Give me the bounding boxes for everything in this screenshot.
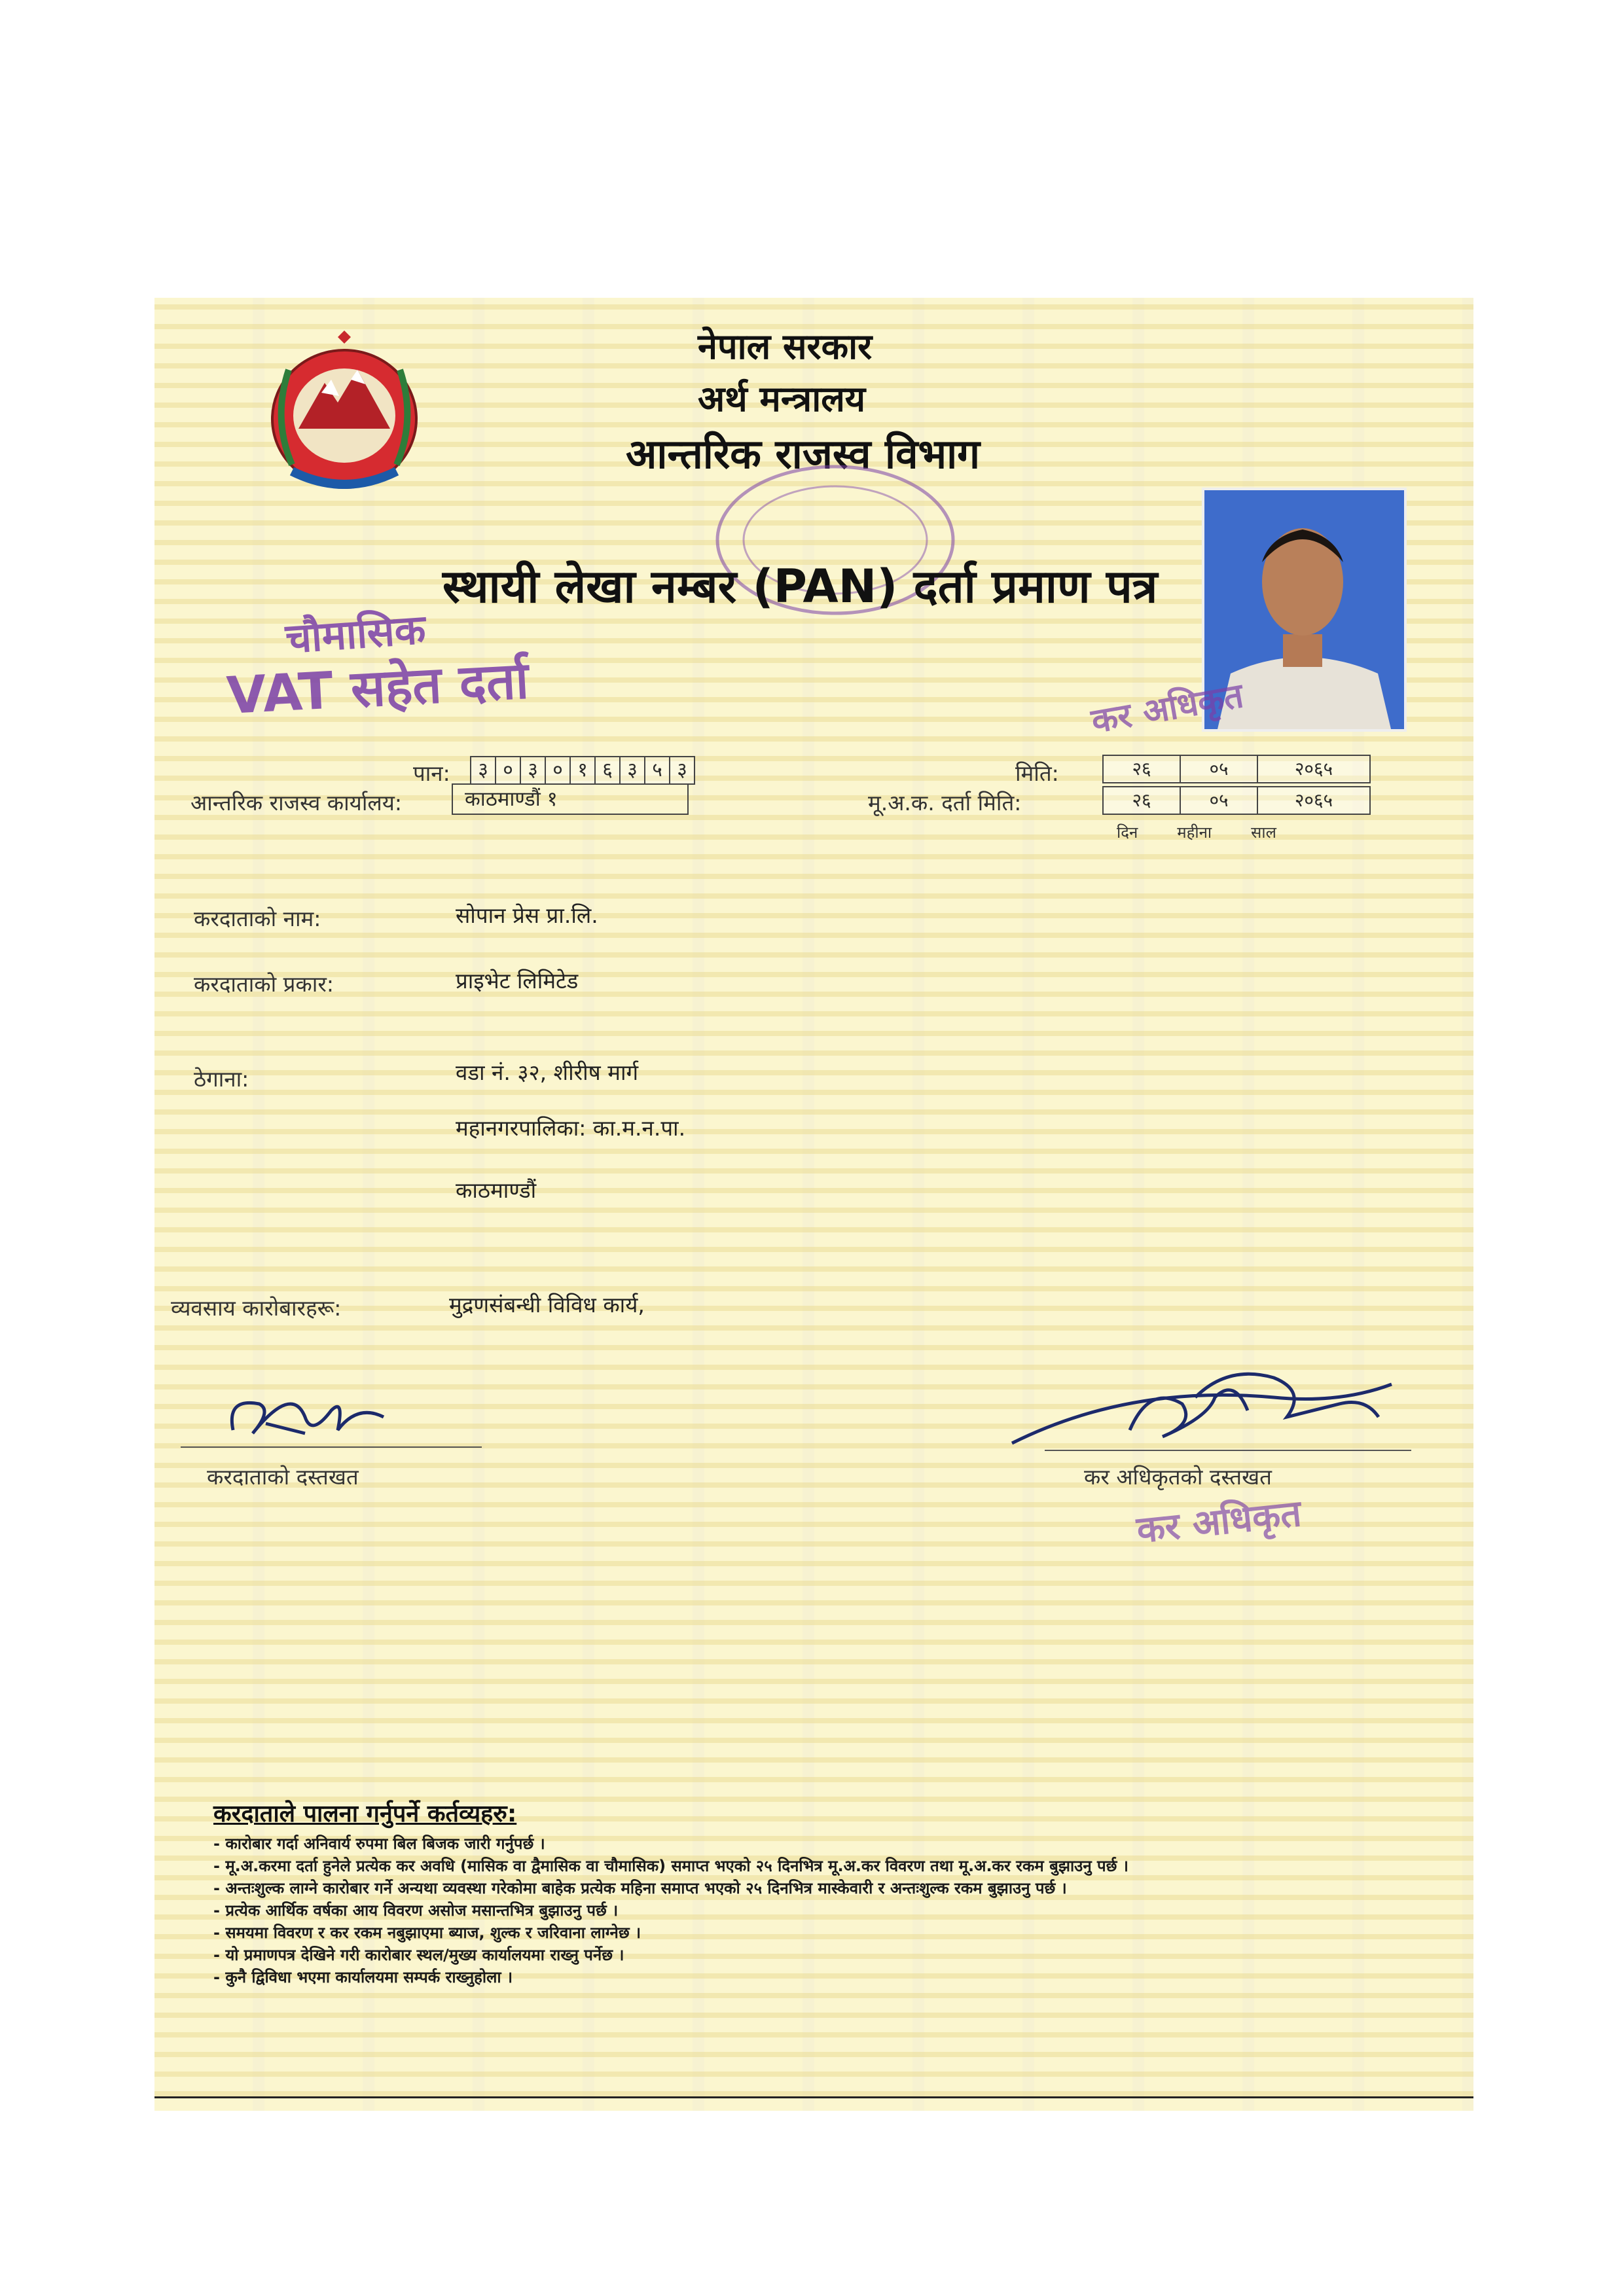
pan-digit: ३ (619, 756, 645, 785)
pan-digit: ६ (594, 756, 621, 785)
office-value: काठमाण्डौं १ (452, 783, 689, 815)
duty-item: - प्रत्येक आर्थिक वर्षका आय विवरण असोज मसान्तभित्र बुझाउनु पर्छ । (213, 1901, 619, 1920)
duty-item: - समयमा विवरण र कर रकम नबुझाएमा ब्याज, शुल्क र जरिवाना लाग्नेछ । (213, 1924, 641, 1942)
pan-digit-boxes (471, 756, 695, 785)
officer-signature-line (1045, 1450, 1411, 1451)
nepal-emblem-icon (253, 331, 436, 501)
vat-date-month: ०५ (1180, 786, 1258, 815)
certificate-page (154, 298, 1473, 2111)
date-grid (1104, 756, 1371, 815)
page-bottom-rule (154, 2096, 1473, 2098)
date-day: २६ (1102, 755, 1181, 783)
vat-stamp-line2: VAT सहेत दर्ता (225, 651, 530, 726)
duty-item: - अन्तःशुल्क लाग्ने कारोबार गर्ने अन्यथा व्यवस्था गरेकोमा बाहेक प्रत्येक महिना समाप्त भएको २५ दिनभित्र मास्केवारी र अन्तःशुल्क रकम बुझाउनु पर्छ । (213, 1879, 1067, 1897)
government-heading: नेपाल सरकार (698, 326, 873, 367)
duties-title: करदाताले पालना गर्नुपर्ने कर्तव्यहरु: (213, 1801, 517, 1827)
officer-signature-icon (999, 1358, 1405, 1456)
pan-digit: ५ (644, 756, 670, 785)
pan-digit: ३ (520, 756, 546, 785)
ministry-heading: अर्थ मन्त्रालय (698, 378, 866, 420)
vat-stamp-line1: चौमासिक (283, 605, 427, 663)
taxpayer-name: सोपान प्रेस प्रा.लि. (456, 903, 598, 928)
date-label: मिति: (1015, 761, 1059, 786)
certificate-title: स्थायी लेखा नम्बर (PAN) दर्ता प्रमाण पत्र (442, 560, 1158, 613)
pan-digit: ० (545, 756, 571, 785)
pan-digit: ३ (470, 756, 496, 785)
department-heading: आन्तरिक राजस्व विभाग (626, 430, 981, 478)
duties-list (213, 1833, 1444, 1988)
pan-digit: ० (495, 756, 521, 785)
duty-item: - कुनै द्विविधा भएमा कार्यालयमा सम्पर्क राख्नुहोला । (213, 1968, 513, 1986)
duty-item: - कारोबार गर्दा अनिवार्य रुपमा बिल बिजक जारी गर्नुपर्छ । (213, 1835, 545, 1853)
duty-item: - यो प्रमाणपत्र देखिने गरी कारोबार स्थल/मुख्य कार्यालयमा राख्नु पर्नेछ । (213, 1946, 624, 1964)
taxpayer-type-label: करदाताको प्रकार: (194, 971, 334, 997)
business-value: मुद्रणसंबन्धी विविध कार्य, (449, 1292, 645, 1318)
taxpayer-signature-label: करदाताको दस्तखत (207, 1464, 359, 1490)
officer-stamp-top: कर अधिकृत (1089, 676, 1246, 742)
taxpayer-signature-icon (213, 1371, 410, 1450)
business-label: व्यवसाय कारोबारहरू: (171, 1295, 342, 1321)
taxpayer-signature-line (181, 1446, 482, 1448)
taxpayer-name-label: करदाताको नाम: (194, 906, 321, 931)
duty-item: - मू.अ.करमा दर्ता हुनेले प्रत्येक कर अवधि (मासिक वा द्वैमासिक वा चौमासिक) समाप्त भएको २५ दिनभित्र मू.अ.कर विवरण तथा मू.अ.कर रकम बुझाउनु पर्छ । (213, 1857, 1128, 1875)
address-line1: वडा नं. ३२, शीरीष मार्ग (456, 1060, 639, 1085)
office-label: आन्तरिक राजस्व कार्यालय: (190, 790, 402, 816)
date-column-label: दिन (1117, 823, 1138, 842)
vat-date-day: २६ (1102, 786, 1181, 815)
vat-date-label: मू.अ.क. दर्ता मिति: (868, 790, 1022, 816)
date-month: ०५ (1180, 755, 1258, 783)
vat-date-year: २०६५ (1257, 786, 1371, 815)
pan-label: पान: (413, 761, 450, 786)
officer-stamp-bottom: कर अधिकृत (1134, 1492, 1304, 1552)
taxpayer-type: प्राइभेट लिमिटेड (456, 968, 579, 994)
address-line2: महानगरपालिका: का.म.न.पा. (456, 1115, 686, 1141)
date-column-label: महीना (1177, 823, 1212, 842)
date-column-label: साल (1251, 823, 1276, 842)
officer-signature-label: कर अधिकृतको दस्तखत (1084, 1464, 1272, 1490)
date-year: २०६५ (1257, 755, 1371, 783)
pan-digit: ३ (669, 756, 695, 785)
address-label: ठेगाना: (194, 1066, 249, 1092)
address-line3: काठमाण्डौं (456, 1177, 537, 1203)
date-column-labels (1117, 821, 1316, 843)
pan-digit: १ (569, 756, 596, 785)
